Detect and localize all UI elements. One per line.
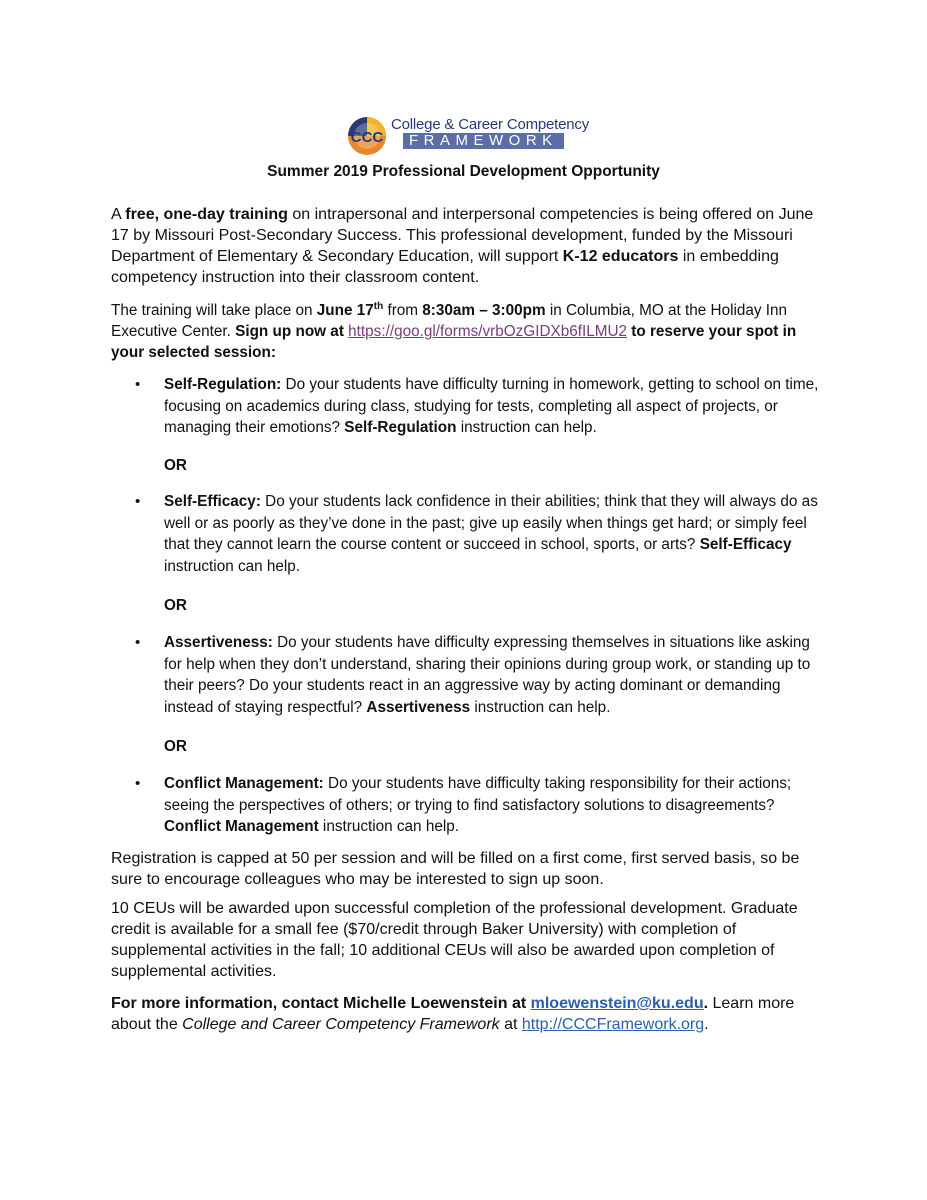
page-title: Summer 2019 Professional Development Opportunity: [267, 163, 660, 180]
ccc-logo: [345, 114, 590, 156]
ccc-logo-icon: [345, 114, 395, 156]
bullet-icon: •: [135, 775, 141, 792]
email-link[interactable]: mloewenstein@ku.edu: [530, 995, 704, 1012]
details-paragraph: The training will take place on June 17th from 8:30am – 3:00pm in Columbia, MO at the Holiday Inn Executive Center. Sign up now at https://goo.gl/forms/vrbOzGIDXb6fILMU2 to reserve your spot in your selected session:: [111, 300, 797, 361]
logo-line-1: College & Career Competency: [391, 116, 590, 133]
ceus-paragraph: 10 CEUs will be awarded upon successful completion of the professional development. Graduate credit is available for a small fee ($70/credit through Baker University) with completion of supplemental activities in the fall; 10 additional CEUs will also be awarded upon completion of supplemental activities.: [111, 900, 798, 980]
intro-paragraph: A free, one-day training on intrapersonal and interpersonal competencies is being offered on June 17 by Missouri Post-Secondary Success. This professional development, funded by the Missouri Department of Elementary & Secondary Education, will support K-12 educators in embedding competency instruction into their classroom content.: [111, 206, 814, 286]
session-self-regulation: Self-Regulation: Do your students have difficulty turning in homework, getting to school on time, focusing on academics during class, studying for tests, completing all aspect of projects, or managing their emotions? Self-Regulation instruction can help.: [164, 376, 819, 436]
bullet-icon: •: [135, 376, 141, 393]
session-assertiveness: Assertiveness: Do your students have difficulty expressing themselves in situations like asking for help when they don’t understand, sharing their opinions during group work, or standing up to their peers? Do your students react in an aggressive way by acting dominant or demanding instead of staying respectful? Assertiveness instruction can help.: [164, 634, 811, 716]
session-conflict-management: Conflict Management: Do your students have difficulty taking responsibility for their actions; seeing the perspectives of others; or trying to find satisfactory solutions to disagreements? Conflict Management instruction can help.: [164, 775, 792, 835]
signup-form-link[interactable]: https://goo.gl/forms/vrbOzGIDXb6fILMU2: [348, 323, 628, 340]
website-link[interactable]: http://CCCFramework.org: [521, 1016, 705, 1033]
or-separator: OR: [164, 738, 187, 755]
session-self-efficacy: Self-Efficacy: Do your students lack confidence in their abilities; think that they will always do as well or as poorly as they’ve done in the past; give up easily when things get hard; or simply feel that they cannot learn the course content or succeed in school, sports, or arts? Self-Efficacy instruction can help.: [164, 493, 818, 575]
logo-initials: CCC: [350, 129, 384, 146]
bullet-icon: •: [135, 634, 141, 651]
or-separator: OR: [164, 597, 187, 614]
bullet-icon: •: [135, 493, 141, 510]
or-separator: OR: [164, 457, 187, 474]
registration-paragraph: Registration is capped at 50 per session and will be filled on a first come, first served basis, so be sure to encourage colleagues who may be interested to sign up soon.: [111, 850, 800, 888]
contact-paragraph: For more information, contact Michelle Loewenstein at mloewenstein@ku.edu. Learn more about the College and Career Competency Framework at http://CCCFramework.org.: [111, 995, 795, 1033]
logo-line-2: FRAMEWORK: [403, 133, 564, 149]
